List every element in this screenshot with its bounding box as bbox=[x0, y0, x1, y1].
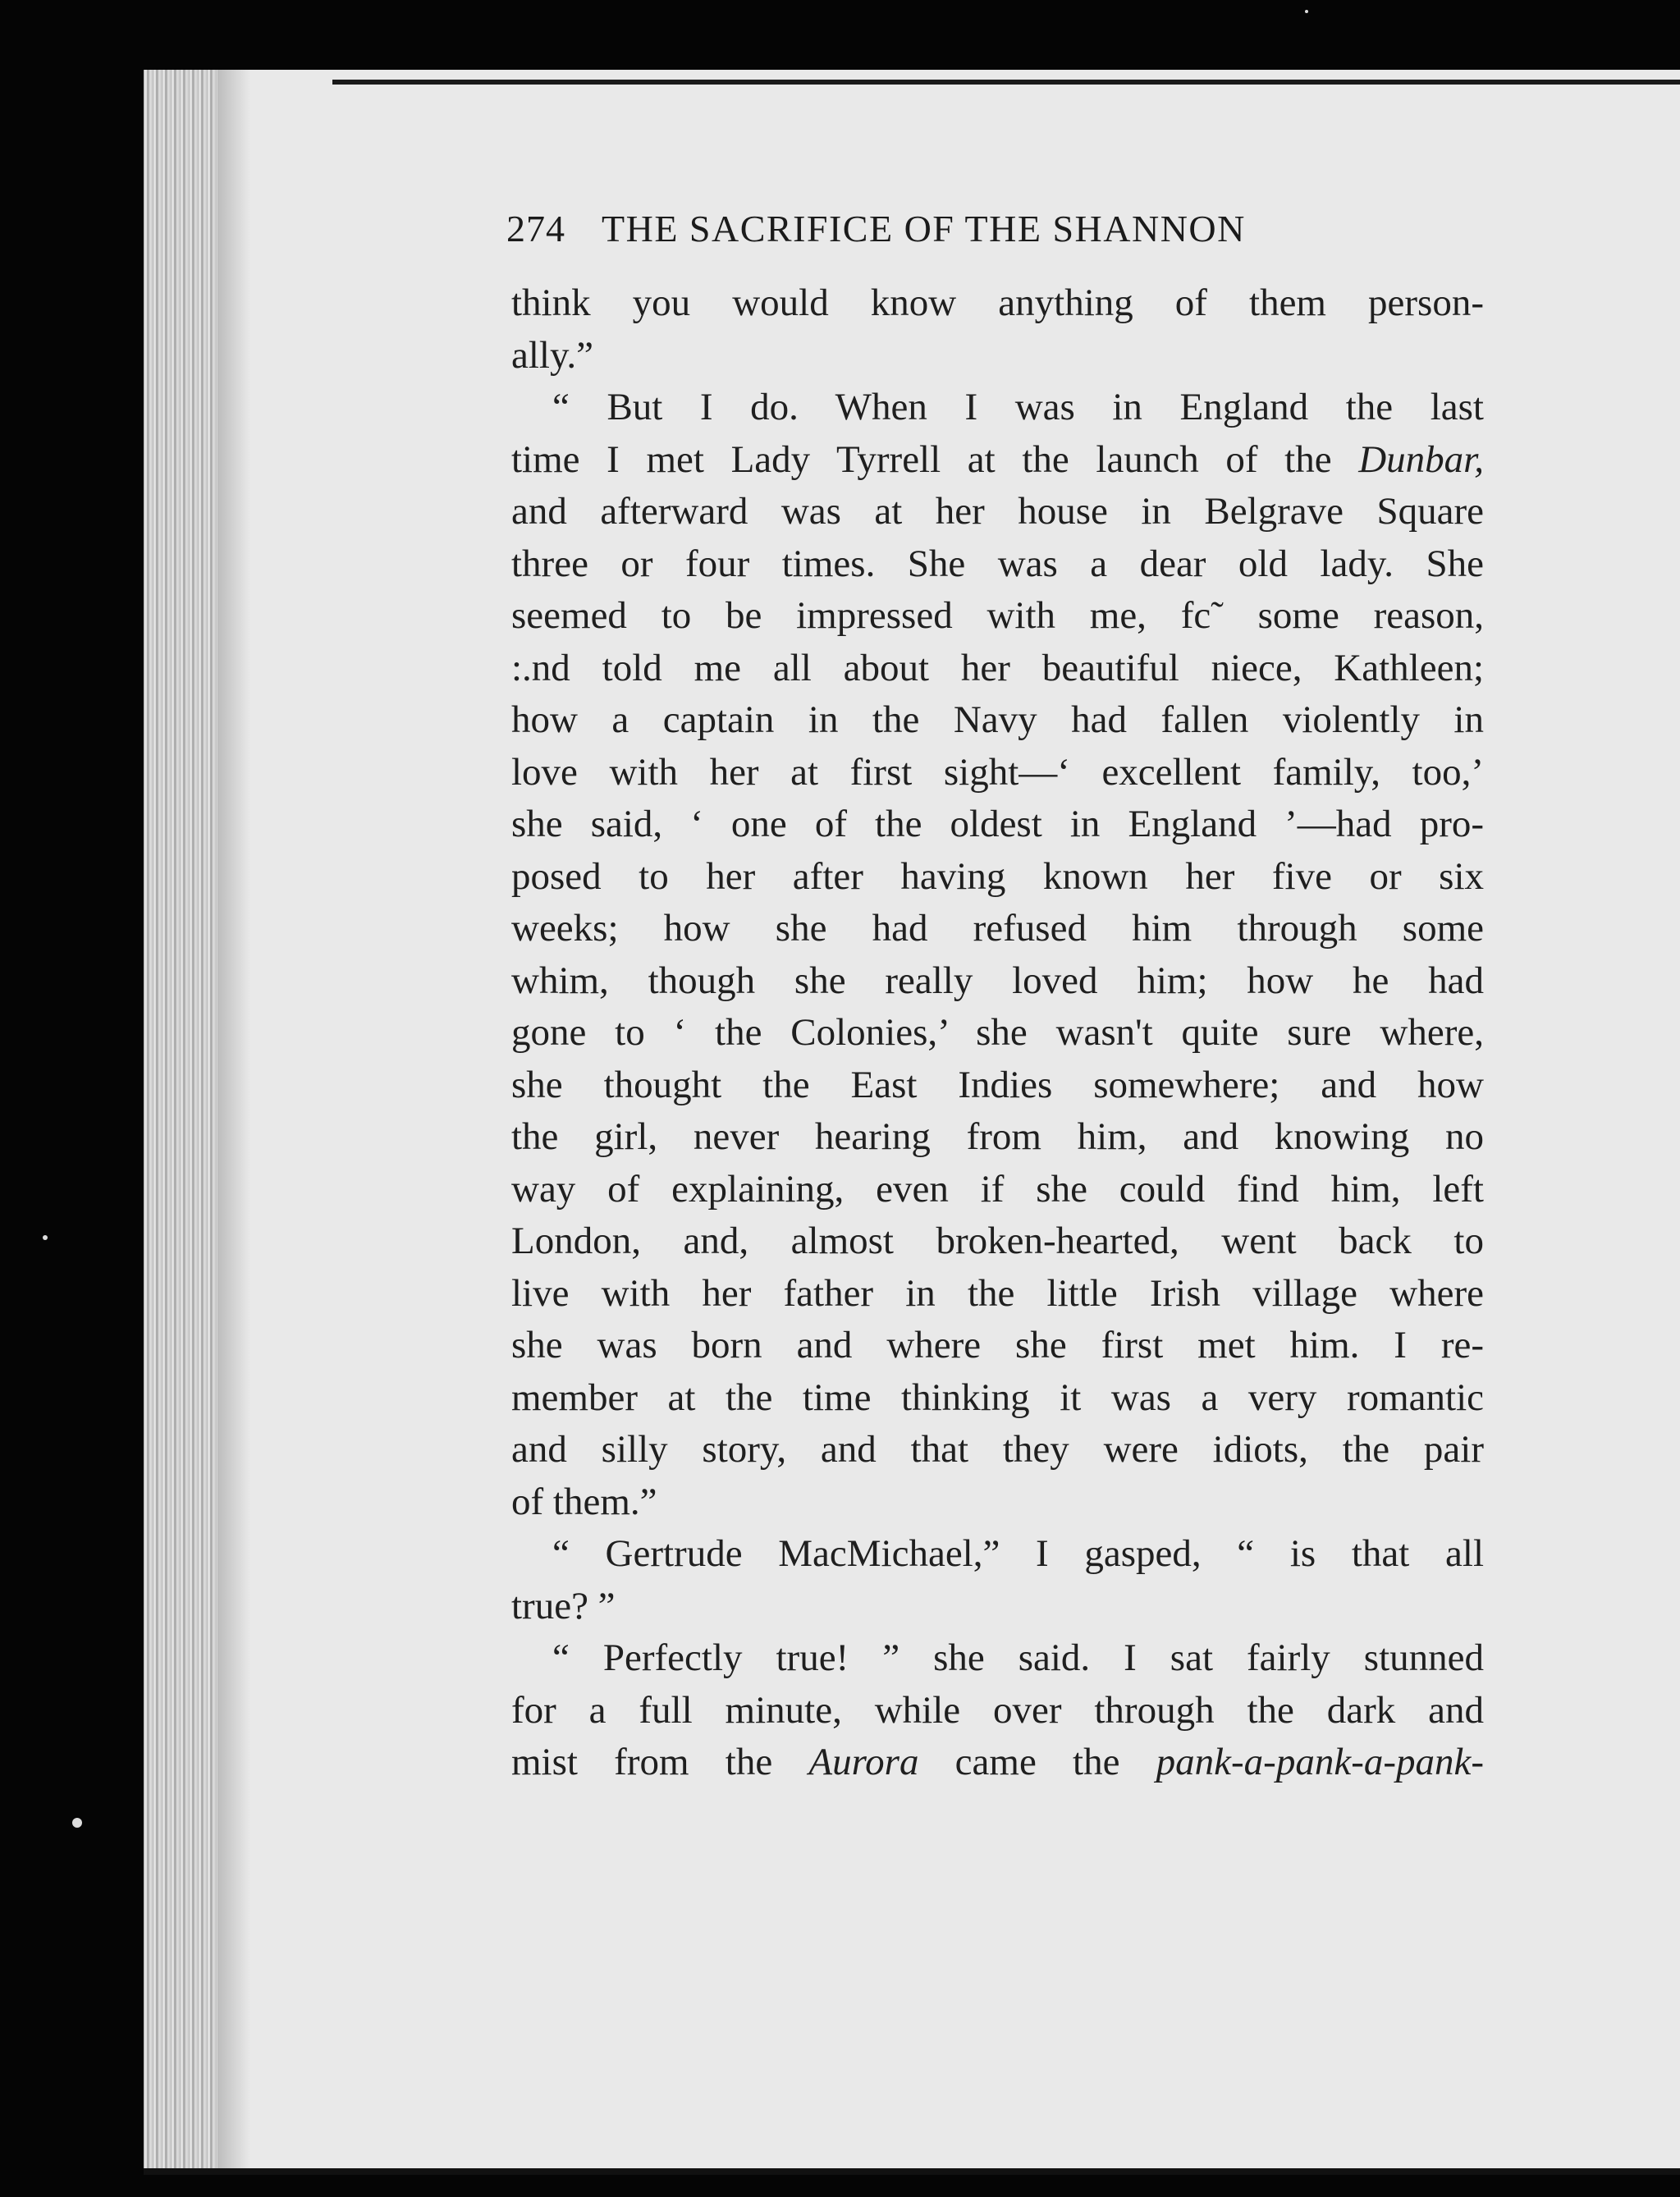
body-text bbox=[511, 277, 1484, 1789]
text-line: three or four times. She was a dear old lady. She bbox=[511, 542, 1484, 585]
gutter-shadow bbox=[217, 70, 250, 2175]
text-line: she said, ‘ one of the oldest in England ’—had pro- bbox=[511, 803, 1484, 845]
text-line-with-italic bbox=[511, 434, 1484, 487]
text-line: true? ” bbox=[511, 1584, 616, 1627]
scan-speck bbox=[1305, 10, 1308, 13]
text-line: the girl, never hearing from him, and knowing no bbox=[511, 1115, 1484, 1158]
scan-speck bbox=[72, 1818, 82, 1828]
italic-text: Dunbar, bbox=[1358, 437, 1484, 481]
text-line: she thought the East Indies somewhere; and how bbox=[511, 1063, 1484, 1106]
page-number: 274 bbox=[506, 208, 565, 249]
text-segment: mist from the Aurora came the pank-a-pank-a-pank- bbox=[511, 1741, 1485, 1783]
running-head bbox=[506, 207, 1450, 250]
text-line: “ Perfectly true! ” she said. I sat fairly stunned bbox=[552, 1636, 1484, 1679]
text-line: she was born and where she first met him. I re- bbox=[511, 1324, 1484, 1366]
italic-text: Aurora bbox=[808, 1741, 919, 1783]
running-title: THE SACRIFICE OF THE SHANNON bbox=[602, 208, 1246, 249]
text-line: way of explaining, even if she could find him, left bbox=[511, 1167, 1484, 1211]
text-line: seemed to be impressed with me, fc˜ some reason, bbox=[511, 594, 1484, 637]
top-edge-rule bbox=[332, 80, 1680, 85]
text-line: ally.” bbox=[511, 333, 594, 377]
text-line: whim, though she really loved him; how he had bbox=[511, 959, 1484, 1002]
page-edges bbox=[144, 70, 217, 2175]
bottom-edge-rule bbox=[144, 2168, 1680, 2175]
text-line: and afterward was at her house in Belgrave Square bbox=[511, 490, 1484, 533]
text-line: gone to ‘ the Colonies,’ she wasn't quite sure where, bbox=[511, 1011, 1484, 1054]
text-line: “ But I do. When I was in England the last bbox=[552, 386, 1484, 428]
text-line: London, and, almost broken-hearted, went back to bbox=[511, 1220, 1484, 1262]
text-line: “ Gertrude MacMichael,” I gasped, “ is that all bbox=[552, 1532, 1484, 1575]
text-line: weeks; how she had refused him through some bbox=[511, 907, 1484, 950]
text-line: for a full minute, while over through the dark and bbox=[511, 1688, 1484, 1732]
text-line: :.nd told me all about her beautiful niece, Kathleen; bbox=[511, 646, 1484, 689]
italic-text: pank-a-pank-a-pank- bbox=[1156, 1741, 1485, 1783]
text-line: and silly story, and that they were idiots, the pair bbox=[511, 1428, 1484, 1471]
text-line: live with her father in the little Irish village where bbox=[511, 1271, 1484, 1315]
text-line: of them.” bbox=[511, 1480, 657, 1523]
text-line: member at the time thinking it was a very romantic bbox=[511, 1375, 1484, 1419]
text-segment: time I met Lady Tyrrell at the launch of the Dunbar, bbox=[511, 437, 1484, 481]
text-line: how a captain in the Navy had fallen violently in bbox=[511, 698, 1484, 741]
text-line: love with her at first sight—‘ excellent family, too,’ bbox=[511, 750, 1484, 794]
scan-speck bbox=[43, 1235, 48, 1240]
text-line-with-italic bbox=[511, 1737, 1484, 1789]
text-line: think you would know anything of them person- bbox=[511, 281, 1484, 324]
text-line: posed to her after having known her five or six bbox=[511, 854, 1484, 898]
